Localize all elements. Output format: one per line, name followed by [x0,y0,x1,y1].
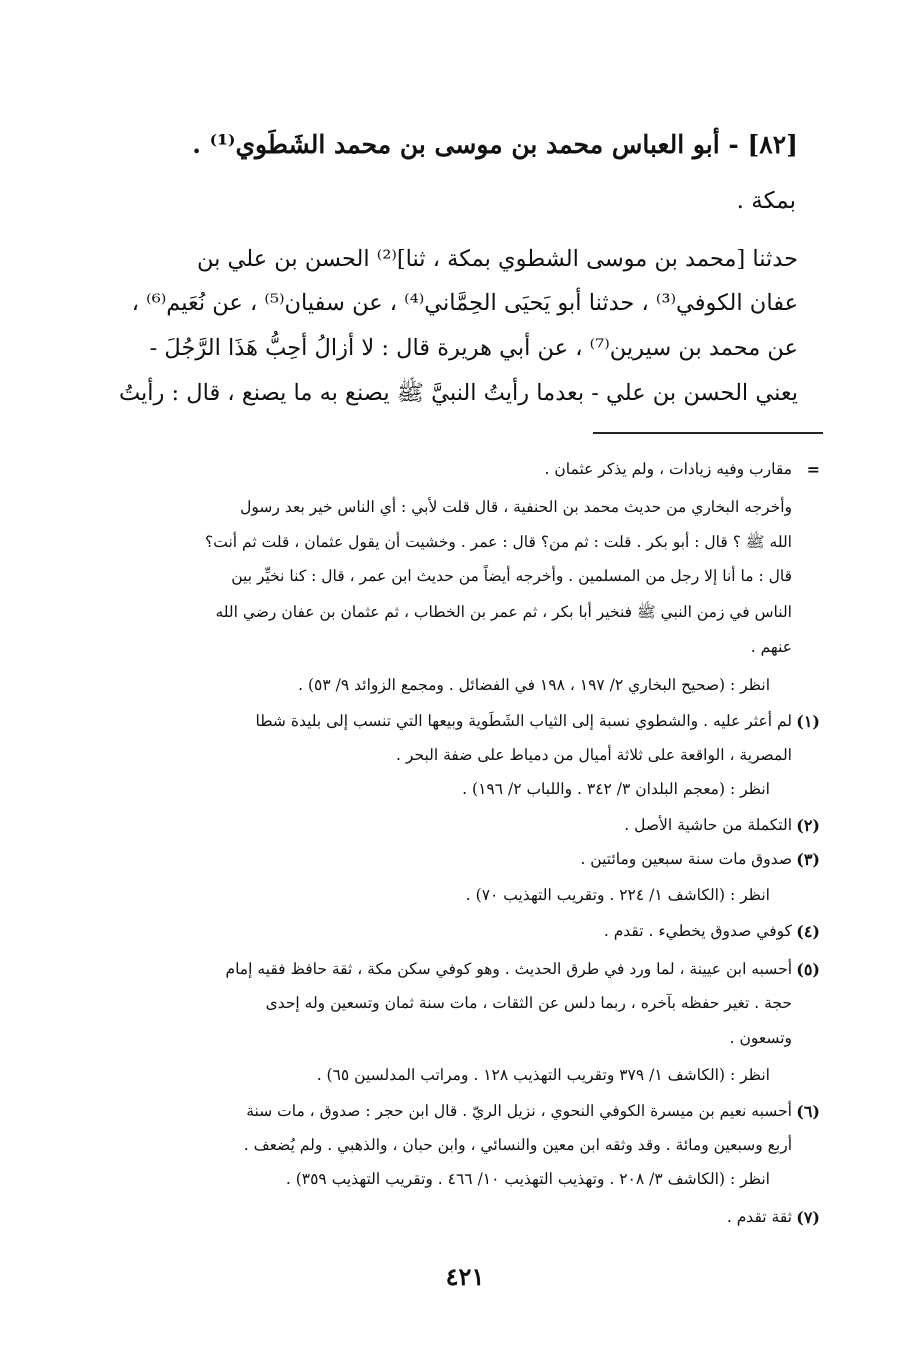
footnote-line: الله ﷺ ؟ قال : أبو بكر . قلت : ثم من؟ قال : عمر . وخشيت أن يقول عثمان ، قلت ثم أنت؟ [205,533,792,551]
footnote-line: المصرية ، الواقعة على ثلاثة أميال من دمياط على ضفة البحر . [396,746,792,764]
footnote-number: (٣) [796,850,820,869]
footnote-number: (١) [796,712,820,731]
footnote-line: حجة . تغير حفظه بآخره ، ربما دلس عن الثقات ، مات سنة ثمان وتسعين وله إحدى [265,994,792,1012]
footnote-line: مقارب وفيه زيادات ، ولم يذكر عثمان . [544,460,792,478]
footnote-line: صدوق مات سنة سبعين ومائتين . [580,850,792,868]
body-line-1: حدثنا [محمد بن موسى الشطوي بمكة ، ثنا]⁽²⁾ الحسن بن علي بن [196,246,798,272]
footnote-line: أحسبه نعيم بن ميسرة الكوفي النحوي ، نزيل الريّ . قال ابن حجر : صدوق ، مات سنة [246,1102,792,1120]
footnote-number: (٤) [796,922,820,941]
footnote-line: انظر : (معجم البلدان ٣/ ٣٤٢ . واللباب ٢/ ١٩٦) . [462,780,770,798]
footnote-line: وأخرجه البخاري من حديث محمد بن الحنفية ، قال قلت لأبي : أي الناس خير بعد رسول [240,498,792,516]
footnote-number: (٢) [796,816,820,835]
footnote-line: أربع وسبعين ومائة . وقد وثقه ابن معين والنسائي ، وابن حبان ، والذهبي . ولم يُضعف . [243,1136,792,1154]
footnote-line: انظر : (الكاشف ١/ ٢٢٤ . وتقريب التهذيب ٧٠) . [465,886,770,904]
body-line-3: عن محمد بن سيرين⁽⁷⁾ ، عن أبي هريرة قال : لا أزالُ أحِبُّ هَذَا الرَّجُلَ - [149,335,798,361]
footnote-line: أحسبه ابن عيينة ، لما ورد في طرق الحديث . وهو كوفي سكن مكة ، ثقة حافظ فقيه إمام [225,960,792,978]
footnote-number: (٧) [796,1208,820,1227]
footnote-line: انظر : (الكاشف ٣/ ٢٠٨ . وتهذيب التهذيب ١٠/ ٤٦٦ . وتقريب التهذيب ٣٥٩) . [285,1170,770,1188]
footnote-number: (٥) [796,960,820,979]
footnote-line: وتسعون . [729,1029,792,1047]
page-number: ٤٢١ [445,1262,485,1291]
footnote-line: انظر : (الكاشف ١/ ٣٧٩ وتقريب التهذيب ١٢٨ . ومراتب المدلسين ٦٥) . [316,1066,770,1084]
footnote-number: (٦) [796,1102,820,1121]
entry-heading: [٨٢] - أبو العباس محمد بن موسى بن محمد الشَطَوي⁽¹⁾ . [192,130,798,159]
body-line-4: يعني الحسن بن علي - بعدما رأيتُ النبيَّ ﷺ يصنع به ما يصنع ، قال : رأيتُ [118,380,798,406]
footnote-line: الناس في زمن النبي ﷺ فنخير أبا بكر ، ثم عمر بن الخطاب ، ثم عثمان بن عفان رضي الله [215,603,792,621]
footnote-line: قال : ما أنا إلا رجل من المسلمين . وأخرجه أيضاً من حديث ابن عمر ، قال : كنا نخيِّر بين [231,567,792,585]
footnote-line: عنهم . [750,638,792,656]
footnote-line: ثقة تقدم . [726,1208,792,1226]
footnote-continuation-mark: = [806,460,820,479]
entry-subheading: بمكة . [736,188,796,214]
footnote-line: انظر : (صحيح البخاري ٢/ ١٩٧ ، ١٩٨ في الفضائل . ومجمع الزوائد ٩/ ٥٣) . [298,676,770,694]
footnote-separator [593,432,823,434]
footnote-line: التكملة من حاشية الأصل . [624,816,792,834]
body-line-2: عفان الكوفي⁽³⁾ ، حدثنا أبو يَحيَى الحِمَّاني⁽⁴⁾ ، عن سفيان⁽⁵⁾ ، عن نُعَيم⁽⁶⁾ ، [131,290,798,316]
footnote-line: لم أعثر عليه . والشطوي نسبة إلى الثياب الشَطَوية وبيعها التي تنسب إلى بليدة شطا [255,712,792,730]
footnote-line: كوفي صدوق يخطيء . تقدم . [603,922,792,940]
